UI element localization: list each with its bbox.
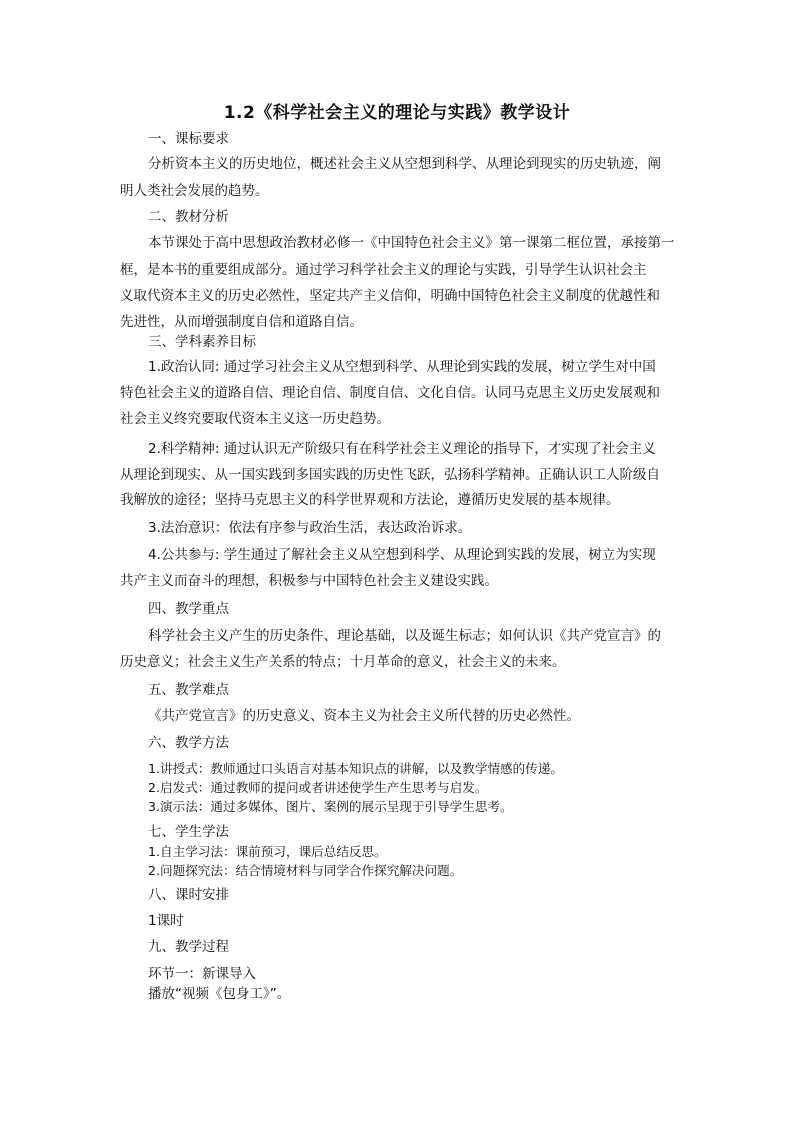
- list-item: 1.讲授式：教师通过口头语言对基本知识点的讲解，以及教学情感的传递。: [148, 761, 564, 776]
- paragraph-line: 本节课处于高中思想政治教材必修一《中国特色社会主义》第一课第二框位置，承接第一: [148, 235, 675, 251]
- heading-literacy-goals: 三、学科素养目标: [148, 334, 256, 350]
- paragraph-line: 义取代资本主义的历史必然性，坚定共产主义信仰，明确中国特色社会主义制度的优越性和: [120, 288, 660, 304]
- paragraph-line: 分析资本主义的历史地位，概述社会主义从空想到科学、从理论到现实的历史轨迹，阐: [148, 156, 661, 172]
- paragraph-line: 我解放的途径；坚持马克思主义的科学世界观和方法论，遵循历史发展的基本规律。: [120, 492, 620, 508]
- heading-learning-methods: 七、学生学法: [148, 824, 229, 840]
- heading-textbook-analysis: 二、教材分析: [148, 209, 229, 225]
- paragraph-line: 环节一：新课导入: [148, 966, 256, 982]
- paragraph-line: 4.公共参与: 学生通过了解社会主义从空想到科学、从理论到实践的发展，树立为实现: [148, 547, 656, 563]
- list-item: 2.启发式：通过教师的提问或者讲述使学生产生思考与启发。: [148, 780, 488, 795]
- paragraph-line: 先进性，从而增强制度自信和道路自信。: [120, 314, 363, 330]
- paragraph-line: 社会主义终究要取代资本主义这一历史趋势。: [120, 411, 390, 427]
- paragraph-line: 明人类社会发展的趋势。: [120, 183, 269, 199]
- paragraph-line: 2.科学精神: 通过认识无产阶级只有在科学社会主义理论的指导下，才实现了社会主义: [148, 441, 656, 457]
- list-item: 2.问题探究法：结合情境材料与同学合作探究解决问题。: [148, 863, 463, 878]
- paragraph-line: 从理论到现实、从一国实践到多国实践的历史性飞跃，弘扬科学精神。正确认识工人阶级自: [120, 467, 660, 483]
- paragraph-line: 《共产党宣言》的历史意义、资本主义为社会主义所代替的历史必然性。: [148, 708, 580, 724]
- heading-teaching-methods: 六、教学方法: [148, 735, 229, 751]
- list-item: 3.演示法：通过多媒体、图片、案例的展示呈现于引导学生思考。: [148, 799, 513, 814]
- paragraph-line: 框，是本书的重要组成部分。通过学习科学社会主义的理论与实践，引导学生认识社会主: [120, 262, 647, 278]
- heading-key-points: 四、教学重点: [148, 601, 229, 617]
- list-item: 1.自主学习法：课前预习，课后总结反思。: [148, 844, 387, 859]
- paragraph-line: 3.法治意识：依法有序参与政治生活，表达政治诉求。: [148, 520, 472, 536]
- paragraph-line: 1课时: [148, 913, 184, 929]
- paragraph-line: 特色社会主义的道路自信、理论自信、制度自信、文化自信。认同马克思主义历史发展观和: [120, 385, 660, 401]
- heading-teaching-process: 九、教学过程: [148, 939, 229, 955]
- heading-class-hours: 八、课时安排: [148, 887, 229, 903]
- paragraph-line: 历史意义；社会主义生产关系的特点；十月革命的意义，社会主义的未来。: [120, 654, 566, 670]
- paragraph-line: 科学社会主义产生的历史条件、理论基础，以及诞生标志；如何认识《共产党宣言》的: [148, 628, 661, 644]
- paragraph-line: 1.政治认同: 通过学习社会主义从空想到科学、从理论到实践的发展，树立学生对中国: [148, 359, 656, 375]
- heading-difficult-points: 五、教学难点: [148, 682, 229, 698]
- paragraph-line: 共产主义而奋斗的理想，积极参与中国特色社会主义建设实践。: [120, 573, 498, 589]
- heading-curriculum-requirements: 一、课标要求: [148, 131, 229, 147]
- paragraph-line: 播放“视频《包身工》”。: [148, 986, 291, 1002]
- document-title: 1.2《科学社会主义的理论与实践》教学设计: [223, 103, 571, 123]
